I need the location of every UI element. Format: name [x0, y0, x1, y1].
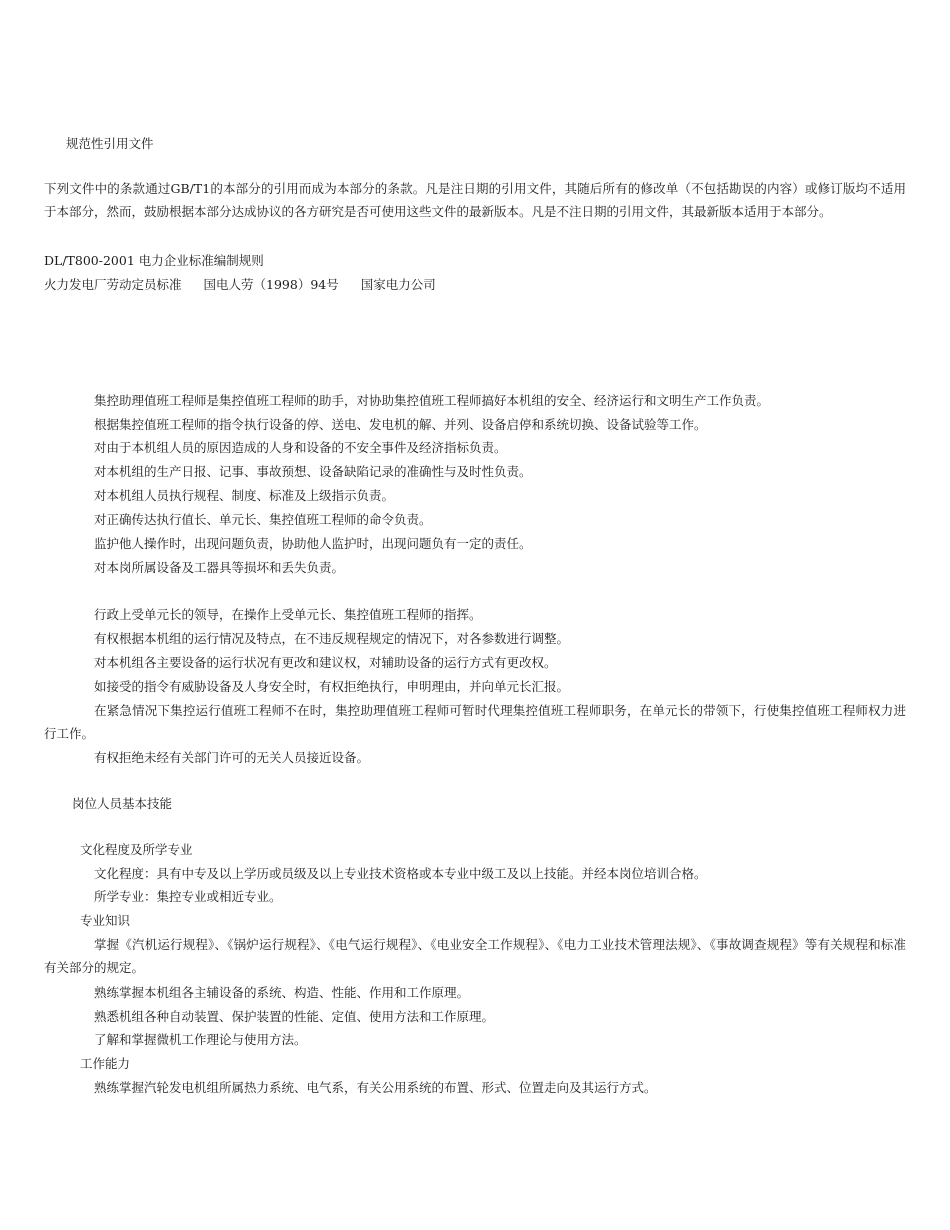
- reference-item-staffing: [44, 277, 436, 293]
- duty-item: 监护他人操作时，出现问题负责，协助他人监护时，出现问题负有一定的责任。: [94, 536, 532, 551]
- education-level: 文化程度：具有中专及以上学历或员级及以上专业技术资格或本专业中级工及以上技能。并经本岗位培训合格。: [94, 866, 707, 881]
- reference-issuer: 国家电力公司: [360, 277, 436, 292]
- reference-code: 国电人劳（1998）94号: [203, 277, 339, 292]
- right-item: 对本机组各主要设备的运行状况有更改和建议权，对辅助设备的运行方式有更改权。: [94, 655, 557, 670]
- right-item-emergency: 在紧急情况下集控运行值班工程师不在时，集控助理值班工程师可暂时代理集控值班工程师职务，在单元长的带领下，行使集控值班工程师权力进行工作。: [44, 703, 906, 741]
- subheading-knowledge: 专业知识: [80, 913, 131, 928]
- duty-item: 对本机组的生产日报、记事、事故预想、设备缺陷记录的准确性与及时性负责。: [94, 464, 532, 479]
- right-item: 如接受的指令有威胁设备及人身安全时，有权拒绝执行，申明理由，并向单元长汇报。: [94, 679, 570, 694]
- right-item: 有权根据本机组的运行情况及特点，在不违反规程规定的情况下，对各参数进行调整。: [94, 631, 570, 646]
- duty-item: 根据集控值班工程师的指令执行设备的停、送电、发电机的解、并列、设备启停和系统切换、设备试验等工作。: [94, 417, 707, 432]
- reference-item-dlt800: DL/T800-2001 电力企业标准编制规则: [44, 253, 264, 268]
- knowledge-item: 熟悉机组各种自动装置、保护装置的性能、定值、使用方法和工作原理。: [94, 1009, 495, 1024]
- education-major: 所学专业：集控专业或相近专业。: [94, 889, 282, 904]
- references-intro-paragraph: 下列文件中的条款通过GB/T1的本部分的引用而成为本部分的条款。凡是注日期的引用文件，其随后所有的修改单（不包括勘误的内容）或修订版均不适用于本部分，然而，鼓励根据本部分达成协议的各方研究是否可使用这些文件的最新版本。凡是不注日期的引用文件，其最新版本适用于本部分。: [44, 181, 906, 219]
- section-heading-skills: 岗位人员基本技能: [72, 796, 173, 811]
- ability-item: 熟练掌握汽轮发电机组所属热力系统、电气系，有关公用系统的布置、形式、位置走向及其运行方式。: [94, 1080, 657, 1095]
- duty-item: 对本机组人员执行规程、制度、标准及上级指示负责。: [94, 488, 395, 503]
- right-item: 有权拒绝未经有关部门许可的无关人员接近设备。: [94, 750, 370, 765]
- knowledge-item: 了解和掌握微机工作理论与使用方法。: [94, 1032, 307, 1047]
- reference-title: 火力发电厂劳动定员标准: [44, 277, 182, 292]
- section-heading-references: 规范性引用文件: [66, 136, 154, 151]
- duty-item: 对由于本机组人员的原因造成的人身和设备的不安全事件及经济指标负责。: [94, 440, 507, 455]
- duty-item: 对本岗所属设备及工器具等损坏和丢失负责。: [94, 560, 345, 575]
- duty-item: 集控助理值班工程师是集控值班工程师的助手，对协助集控值班工程师搞好本机组的安全、经济运行和文明生产工作负责。: [94, 393, 770, 408]
- knowledge-item: 掌握《汽机运行规程》、《锅炉运行规程》、《电气运行规程》、《电业安全工作规程》、《电力工业技术管理法规》、《事故调查规程》等有关规程和标准有关部分的规定。: [44, 937, 906, 975]
- subheading-ability: 工作能力: [80, 1056, 131, 1071]
- right-item: 行政上受单元长的领导，在操作上受单元长、集控值班工程师的指挥。: [94, 607, 482, 622]
- knowledge-item: 熟练掌握本机组各主辅设备的系统、构造、性能、作用和工作原理。: [94, 985, 470, 1000]
- duty-item: 对正确传达执行值长、单元长、集控值班工程师的命令负责。: [94, 512, 432, 527]
- subheading-education: 文化程度及所学专业: [80, 842, 193, 857]
